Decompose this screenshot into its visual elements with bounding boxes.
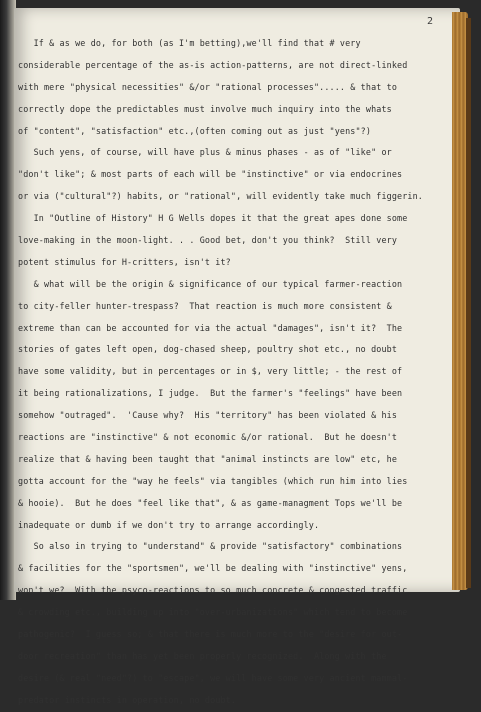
text-line: & hooie). But he does "feel like that", & as game-managment Tops we'll be — [18, 497, 403, 508]
text-line: inadequate or dumb if we don't try to arrange accordingly. — [18, 519, 320, 530]
text-line: somehow "outraged". 'Cause why? His "territory" has been violated & his — [18, 410, 398, 421]
text-line: & what will be the origin & significance of our typical farmer-reaction — [18, 278, 403, 289]
text-line: realize that & having been taught that "animal instincts are low" etc, he — [18, 453, 398, 464]
typewritten-text — [18, 33, 438, 712]
text-line: door recreation" than has yet been properly recognized. Along with the — [18, 650, 387, 661]
text-line: desire (& real "need"?) to "escape", we will have some very ancient mammal- — [18, 672, 408, 683]
page-number: 2 — [427, 16, 434, 27]
text-line: & crowding etc., building up into "over-urbanizations" which tend to become — [18, 607, 408, 618]
text-line: have some validity, but in percentages or in $, very little; - the rest of — [18, 366, 403, 377]
text-line: gotta account for the "way he feels" via tangibles (which run him into lies — [18, 475, 408, 486]
text-line: potent stimulus for H-critters, isn't it? — [18, 256, 231, 267]
text-line: "don't like"; & most parts of each will be "instinctive" or via endocrines — [18, 169, 403, 180]
page-edges-shadow — [466, 18, 471, 588]
text-line: & facilities for the "sportsmen", we'll be dealing with "instinctive" yens, — [18, 563, 408, 574]
text-line: reactions are "instinctive" & not economic &/or rational. But he doesn't — [18, 432, 398, 443]
text-line: to city-feller hunter-trespass? That reaction is much more consistent & — [18, 300, 392, 311]
text-line: Such yens, of course, will have plus & minus phases - as of "like" or — [18, 147, 392, 158]
text-line: it being rationalizations, I judge. But the farmer's "feelings" have been — [18, 388, 403, 399]
text-line: won't we? With the psyco-reactions to so much concrete & congested traffic — [18, 585, 408, 596]
text-line: predator instincts in operation, no doubt. — [18, 694, 237, 705]
text-line: pathogenic? I guess so; & that there is much more to the "desire for out- — [18, 629, 403, 640]
text-line: extreme than can be accounted for via the actual "damages", isn't it? The — [18, 322, 403, 333]
text-line: If & as we do, for both (as I'm betting),we'll find that # very — [18, 38, 361, 48]
text-line: considerable percentage of the as-is action-patterns, are not direct-linked — [18, 59, 408, 70]
text-line: stories of gates left open, dog-chased sheep, poultry shot etc., no doubt — [18, 344, 398, 355]
text-line: correctly dope the predictables must involve much inquiry into the whats — [18, 103, 392, 114]
text-line: with mere "physical necessities" &/or "rational processes"..... & that to — [18, 81, 398, 92]
text-line: love-making in the moon-light. . . Good bet, don't you think? Still very — [18, 235, 398, 246]
text-line: So also in trying to "understand" & provide "satisfactory" combinations — [18, 541, 403, 552]
text-line: In "Outline of History" H G Wells dopes it that the great apes done some — [18, 213, 408, 224]
text-line: of "content", "satisfaction" etc.,(often coming out as just "yens"?) — [18, 125, 372, 136]
text-line: or via ("cultural"?) habits, or "rational", will evidently take much figgerin. — [18, 191, 423, 202]
